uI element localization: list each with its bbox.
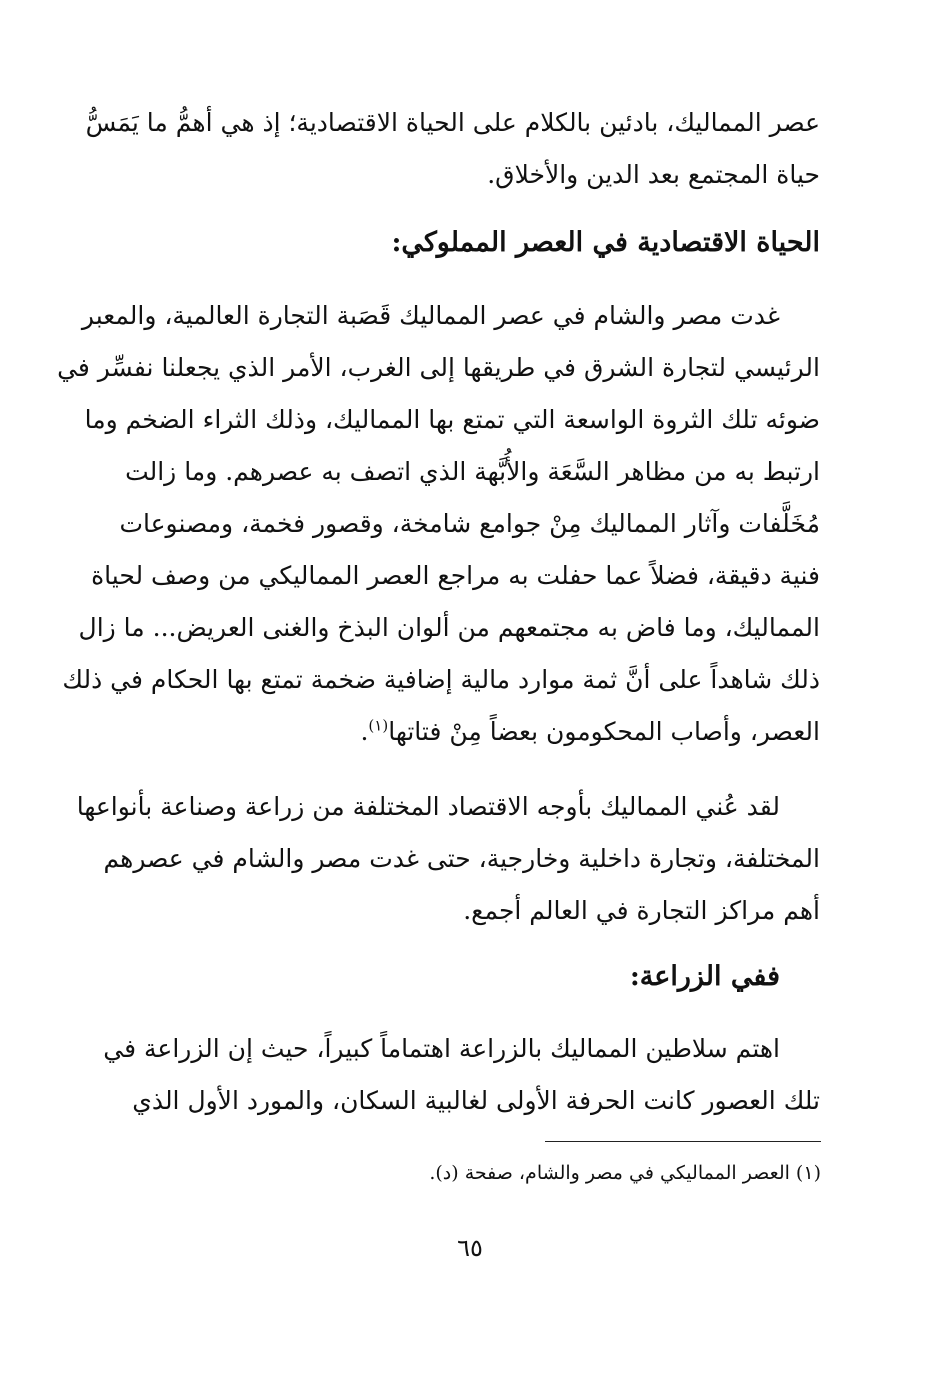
page-number: ٦٥ (457, 1234, 483, 1262)
text-line: أهم مراكز التجارة في العالم أجمع. (463, 896, 820, 925)
footnote-reference[interactable]: (١) (368, 716, 389, 735)
economy-paragraph (57, 290, 820, 758)
text-line: المماليك، وما فاض به مجتمعهم من ألوان البذخ والغنى العريض... ما زال (78, 613, 820, 642)
text-line: فنية دقيقة، فضلاً عما حفلت به مراجع العصر المماليكي من وصف لحياة (91, 561, 820, 590)
text-line: لقد عُني المماليك بأوجه الاقتصاد المختلفة من زراعة وصناعة بأنواعها (76, 792, 780, 821)
agriculture-paragraph (103, 1023, 820, 1127)
text-span: . (360, 717, 369, 746)
text-line: غدت مصر والشام في عصر المماليك قَصَبة التجارة العالمية، والمعبر (81, 301, 780, 330)
text-line: ذلك شاهداً على أنَّ ثمة موارد مالية إضافية ضخمة تمتع بها الحكام في ذلك (62, 665, 820, 694)
footnote: (١) العصر المماليكي في مصر والشام، صفحة (د). (429, 1162, 821, 1184)
text-line: عصر المماليك، بادئين بالكلام على الحياة الاقتصادية؛ إذ هي أهمُّ ما يَمَسُّ (85, 108, 820, 137)
text-line: تلك العصور كانت الحرفة الأولى لغالبية السكان، والمورد الأول الذي (132, 1086, 820, 1115)
text-line: ضوئه تلك الثروة الواسعة التي تمتع بها المماليك، وذلك الثراء الضخم وما (84, 405, 820, 434)
section-heading-agriculture: ففي الزراعة: (629, 961, 780, 992)
text-line: المختلفة، وتجارة داخلية وخارجية، حتى غدت مصر والشام في عصرهم (103, 844, 820, 873)
section-heading-economy: الحياة الاقتصادية في العصر المملوكي: (391, 227, 820, 258)
text-line: حياة المجتمع بعد الدين والأخلاق. (487, 160, 820, 189)
sectors-paragraph (76, 781, 820, 937)
text-line: الرئيسي لتجارة الشرق في طريقها إلى الغرب، الأمر الذي يجعلنا نفسِّر في (57, 353, 820, 382)
text-line: مُخَلَّفات وآثار المماليك مِنْ جوامع شامخة، وقصور فخمة، ومصنوعات (119, 509, 820, 538)
text-line: ارتبط به من مظاهر السَّعَة والأُبَّهة الذي اتصف به عصرهم. وما زالت (125, 457, 820, 486)
text-span: العصر، وأصاب المحكومون بعضاً مِنْ فتاتها (388, 717, 820, 746)
footnote-divider (545, 1141, 821, 1142)
intro-paragraph (85, 97, 820, 201)
text-line: اهتم سلاطين المماليك بالزراعة اهتماماً كبيراً، حيث إن الزراعة في (103, 1034, 780, 1063)
text-line (138, 706, 820, 758)
